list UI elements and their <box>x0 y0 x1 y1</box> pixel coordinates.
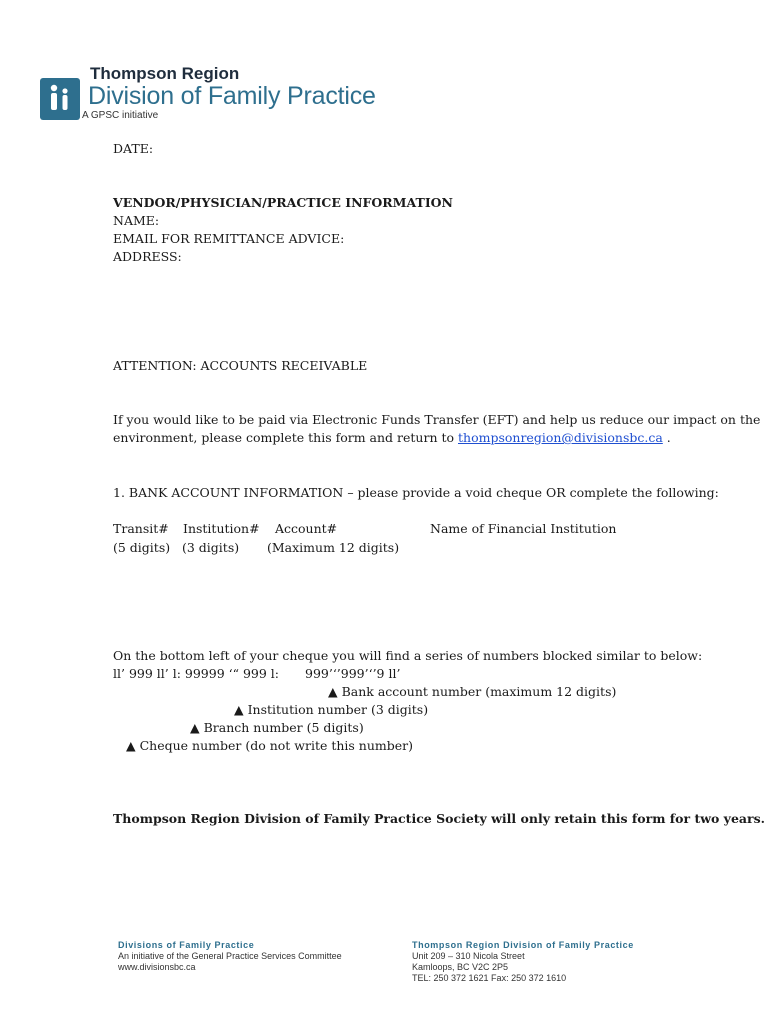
bank-info-heading: 1. BANK ACCOUNT INFORMATION – please provide a void cheque OR complete the following: <box>113 485 719 500</box>
arrow-institution: ▲ Institution number (3 digits) <box>234 702 429 717</box>
logo-region: Thompson Region <box>90 64 240 83</box>
eft-paragraph-line2 <box>113 429 671 447</box>
footer-left-title: Divisions of Family Practice <box>118 940 255 950</box>
arrow-branch: ▲ Branch number (5 digits) <box>190 720 364 735</box>
vendor-heading: VENDOR/PHYSICIAN/PRACTICE INFORMATION <box>113 195 453 210</box>
eft-paragraph-line1: If you would like to be paid via Electronic Funds Transfer (EFT) and help us reduce our impact on the <box>113 412 761 427</box>
footer-right-line1: Unit 209 – 310 Nicola Street <box>412 951 525 961</box>
footer-right <box>412 940 634 984</box>
email-link[interactable]: thompsonregion@divisionsbc.ca <box>458 430 663 445</box>
attention-line: ATTENTION: ACCOUNTS RECEIVABLE <box>113 358 368 373</box>
micr-line-part1: ll’ 999 ll’ l: 99999 ‘“ 999 l: <box>113 666 280 681</box>
footer-left-line1: An initiative of the General Practice Services Committee <box>118 951 342 961</box>
cheque-intro: On the bottom left of your cheque you will find a series of numbers blocked similar to below: <box>113 648 703 663</box>
sub-transit: (5 digits) <box>113 540 171 555</box>
email-label: EMAIL FOR REMITTANCE ADVICE: <box>113 231 345 246</box>
eft-suffix: . <box>662 430 671 445</box>
retention-note: Thompson Region Division of Family Practice Society will only retain this form for two years. <box>113 811 765 826</box>
col-transit: Transit# <box>113 521 169 536</box>
address-label: ADDRESS: <box>113 249 182 264</box>
sub-institution: (3 digits) <box>182 540 240 555</box>
col-financial-institution: Name of Financial Institution <box>430 521 617 536</box>
division-logo <box>40 64 400 124</box>
footer-right-title: Thompson Region Division of Family Practice <box>412 940 634 950</box>
arrow-cheque: ▲ Cheque number (do not write this number) <box>126 738 414 753</box>
name-label: NAME: <box>113 213 160 228</box>
col-account: Account# <box>275 521 338 536</box>
arrow-bank-account: ▲ Bank account number (maximum 12 digits) <box>328 684 617 699</box>
eft-text: environment, please complete this form and return to <box>113 430 458 445</box>
micr-line-part2: 999’‘’999’‘’9 ll’ <box>305 666 401 681</box>
footer-right-line2: Kamloops, BC V2C 2P5 <box>412 962 509 972</box>
logo-division: Division of Family Practice <box>88 82 376 110</box>
family-icon <box>40 78 80 120</box>
footer-right-line3: TEL: 250 372 1621 Fax: 250 372 1610 <box>412 973 567 983</box>
col-institution: Institution# <box>183 521 260 536</box>
footer-left <box>118 940 342 973</box>
sub-account: (Maximum 12 digits) <box>267 540 400 555</box>
footer-left-line2: www.divisionsbc.ca <box>118 962 196 972</box>
date-label: DATE: <box>113 141 154 156</box>
logo-tagline: A GPSC initiative <box>82 110 159 121</box>
